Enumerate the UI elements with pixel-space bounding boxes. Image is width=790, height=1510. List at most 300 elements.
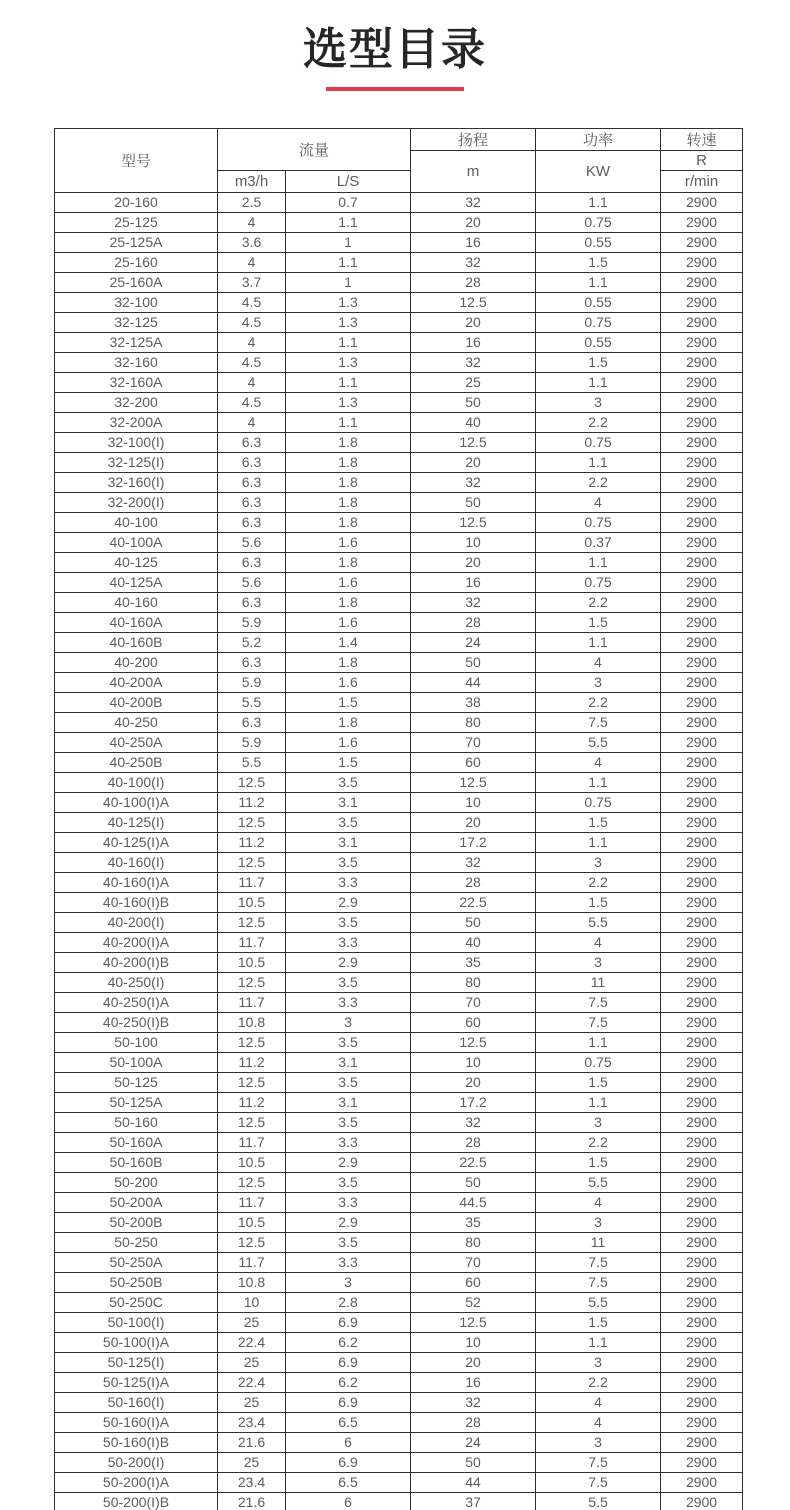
cell-power-kw: 7.5 xyxy=(536,1253,661,1273)
cell-flow-m3h: 6.3 xyxy=(218,513,286,533)
table-row xyxy=(55,473,743,493)
cell-head-m: 25 xyxy=(411,373,536,393)
cell-power-kw: 4 xyxy=(536,933,661,953)
cell-flow-m3h: 11.7 xyxy=(218,873,286,893)
cell-speed-rpm: 2900 xyxy=(661,833,743,853)
cell-flow-ls: 2.8 xyxy=(286,1293,411,1313)
cell-speed-rpm: 2900 xyxy=(661,1173,743,1193)
cell-model: 40-200B xyxy=(55,693,218,713)
cell-power-kw: 3 xyxy=(536,853,661,873)
cell-head-m: 50 xyxy=(411,653,536,673)
cell-power-kw: 3 xyxy=(536,1113,661,1133)
cell-model: 50-200B xyxy=(55,1213,218,1233)
cell-power-kw: 0.75 xyxy=(536,433,661,453)
cell-flow-ls: 3.5 xyxy=(286,773,411,793)
cell-flow-m3h: 5.5 xyxy=(218,753,286,773)
cell-power-kw: 4 xyxy=(536,493,661,513)
cell-speed-rpm: 2900 xyxy=(661,813,743,833)
table-row xyxy=(55,213,743,233)
cell-flow-ls: 3.5 xyxy=(286,1033,411,1053)
cell-model: 32-200A xyxy=(55,413,218,433)
col-header-head: 扬程 xyxy=(411,129,536,151)
cell-model: 50-125A xyxy=(55,1093,218,1113)
cell-head-m: 32 xyxy=(411,193,536,213)
cell-flow-m3h: 6.3 xyxy=(218,653,286,673)
cell-flow-ls: 3.5 xyxy=(286,1173,411,1193)
cell-speed-rpm: 2900 xyxy=(661,1193,743,1213)
table-header xyxy=(55,129,743,193)
cell-head-m: 35 xyxy=(411,1213,536,1233)
table-row xyxy=(55,913,743,933)
cell-head-m: 70 xyxy=(411,993,536,1013)
cell-head-m: 60 xyxy=(411,1013,536,1033)
cell-head-m: 28 xyxy=(411,873,536,893)
cell-flow-ls: 3.5 xyxy=(286,913,411,933)
cell-model: 50-250A xyxy=(55,1253,218,1273)
table-row xyxy=(55,1153,743,1173)
cell-speed-rpm: 2900 xyxy=(661,1393,743,1413)
cell-flow-ls: 3.3 xyxy=(286,1193,411,1213)
cell-speed-rpm: 2900 xyxy=(661,853,743,873)
cell-speed-rpm: 2900 xyxy=(661,1433,743,1453)
cell-flow-m3h: 5.6 xyxy=(218,533,286,553)
cell-flow-ls: 1.8 xyxy=(286,713,411,733)
cell-speed-rpm: 2900 xyxy=(661,1493,743,1510)
cell-head-m: 24 xyxy=(411,1433,536,1453)
cell-power-kw: 7.5 xyxy=(536,1273,661,1293)
cell-model: 40-200(I)A xyxy=(55,933,218,953)
table-row xyxy=(55,973,743,993)
cell-head-m: 44 xyxy=(411,1473,536,1493)
cell-flow-ls: 2.9 xyxy=(286,1153,411,1173)
col-header-speed-unit: r/min xyxy=(661,171,743,193)
cell-power-kw: 3 xyxy=(536,1433,661,1453)
cell-flow-m3h: 10.5 xyxy=(218,893,286,913)
table-row xyxy=(55,1473,743,1493)
cell-speed-rpm: 2900 xyxy=(661,1333,743,1353)
cell-head-m: 28 xyxy=(411,613,536,633)
cell-speed-rpm: 2900 xyxy=(661,1473,743,1493)
table-row xyxy=(55,773,743,793)
table-row xyxy=(55,1353,743,1373)
table-row xyxy=(55,633,743,653)
cell-power-kw: 3 xyxy=(536,1213,661,1233)
cell-speed-rpm: 2900 xyxy=(661,993,743,1013)
table-row xyxy=(55,713,743,733)
cell-head-m: 60 xyxy=(411,1273,536,1293)
cell-speed-rpm: 2900 xyxy=(661,393,743,413)
cell-flow-ls: 1.8 xyxy=(286,513,411,533)
cell-power-kw: 4 xyxy=(536,1193,661,1213)
cell-head-m: 10 xyxy=(411,793,536,813)
cell-flow-ls: 1.8 xyxy=(286,493,411,513)
cell-flow-ls: 2.9 xyxy=(286,953,411,973)
cell-model: 32-160(I) xyxy=(55,473,218,493)
cell-head-m: 32 xyxy=(411,353,536,373)
cell-model: 32-200(I) xyxy=(55,493,218,513)
cell-speed-rpm: 2900 xyxy=(661,513,743,533)
cell-flow-m3h: 6.3 xyxy=(218,593,286,613)
cell-flow-m3h: 5.6 xyxy=(218,573,286,593)
cell-model: 50-200(I)A xyxy=(55,1473,218,1493)
cell-speed-rpm: 2900 xyxy=(661,1133,743,1153)
cell-speed-rpm: 2900 xyxy=(661,233,743,253)
cell-head-m: 32 xyxy=(411,1393,536,1413)
cell-model: 40-160B xyxy=(55,633,218,653)
cell-speed-rpm: 2900 xyxy=(661,533,743,553)
cell-flow-m3h: 2.5 xyxy=(218,193,286,213)
cell-head-m: 22.5 xyxy=(411,1153,536,1173)
cell-flow-m3h: 4.5 xyxy=(218,353,286,373)
cell-head-m: 16 xyxy=(411,233,536,253)
cell-flow-ls: 6 xyxy=(286,1493,411,1510)
cell-power-kw: 2.2 xyxy=(536,1373,661,1393)
cell-flow-m3h: 4 xyxy=(218,413,286,433)
cell-power-kw: 0.75 xyxy=(536,573,661,593)
cell-power-kw: 7.5 xyxy=(536,713,661,733)
cell-speed-rpm: 2900 xyxy=(661,673,743,693)
cell-model: 40-160(I) xyxy=(55,853,218,873)
table-body xyxy=(55,193,743,1510)
cell-head-m: 70 xyxy=(411,1253,536,1273)
cell-speed-rpm: 2900 xyxy=(661,1413,743,1433)
table-row xyxy=(55,733,743,753)
cell-speed-rpm: 2900 xyxy=(661,873,743,893)
cell-speed-rpm: 2900 xyxy=(661,1093,743,1113)
cell-power-kw: 3 xyxy=(536,1353,661,1373)
cell-flow-m3h: 11.7 xyxy=(218,993,286,1013)
cell-flow-ls: 3.5 xyxy=(286,1073,411,1093)
cell-flow-m3h: 12.5 xyxy=(218,1113,286,1133)
cell-model: 32-125 xyxy=(55,313,218,333)
cell-flow-ls: 1.3 xyxy=(286,313,411,333)
cell-speed-rpm: 2900 xyxy=(661,1313,743,1333)
table-row xyxy=(55,793,743,813)
cell-flow-ls: 1.6 xyxy=(286,733,411,753)
cell-power-kw: 3 xyxy=(536,953,661,973)
cell-speed-rpm: 2900 xyxy=(661,633,743,653)
cell-speed-rpm: 2900 xyxy=(661,573,743,593)
cell-flow-ls: 1.1 xyxy=(286,373,411,393)
table-row xyxy=(55,613,743,633)
cell-speed-rpm: 2900 xyxy=(661,653,743,673)
cell-model: 40-160(I)A xyxy=(55,873,218,893)
cell-speed-rpm: 2900 xyxy=(661,773,743,793)
cell-power-kw: 5.5 xyxy=(536,733,661,753)
cell-flow-ls: 3.3 xyxy=(286,873,411,893)
table-row xyxy=(55,593,743,613)
table-row xyxy=(55,1033,743,1053)
cell-flow-m3h: 11.2 xyxy=(218,833,286,853)
cell-flow-m3h: 12.5 xyxy=(218,1073,286,1093)
table-row xyxy=(55,293,743,313)
cell-flow-ls: 6.5 xyxy=(286,1413,411,1433)
cell-flow-ls: 1.1 xyxy=(286,333,411,353)
cell-speed-rpm: 2900 xyxy=(661,413,743,433)
cell-model: 50-100(I)A xyxy=(55,1333,218,1353)
table-row xyxy=(55,1193,743,1213)
cell-power-kw: 0.55 xyxy=(536,233,661,253)
cell-speed-rpm: 2900 xyxy=(661,473,743,493)
cell-flow-ls: 1.4 xyxy=(286,633,411,653)
cell-flow-m3h: 5.2 xyxy=(218,633,286,653)
table-row xyxy=(55,1173,743,1193)
cell-model: 50-100 xyxy=(55,1033,218,1053)
cell-head-m: 80 xyxy=(411,973,536,993)
table-row xyxy=(55,993,743,1013)
cell-speed-rpm: 2900 xyxy=(661,553,743,573)
cell-model: 25-160 xyxy=(55,253,218,273)
cell-head-m: 32 xyxy=(411,853,536,873)
cell-power-kw: 1.5 xyxy=(536,253,661,273)
cell-head-m: 32 xyxy=(411,253,536,273)
cell-flow-ls: 1.8 xyxy=(286,553,411,573)
cell-speed-rpm: 2900 xyxy=(661,1453,743,1473)
table-row xyxy=(55,1053,743,1073)
cell-flow-ls: 6.2 xyxy=(286,1373,411,1393)
cell-flow-m3h: 10.5 xyxy=(218,953,286,973)
cell-flow-ls: 1.8 xyxy=(286,453,411,473)
cell-power-kw: 5.5 xyxy=(536,1293,661,1313)
cell-flow-m3h: 10.8 xyxy=(218,1013,286,1033)
cell-speed-rpm: 2900 xyxy=(661,1113,743,1133)
cell-flow-m3h: 6.3 xyxy=(218,473,286,493)
cell-flow-m3h: 25 xyxy=(218,1393,286,1413)
table-row xyxy=(55,453,743,473)
cell-head-m: 80 xyxy=(411,713,536,733)
cell-flow-ls: 3.3 xyxy=(286,1133,411,1153)
cell-model: 40-200A xyxy=(55,673,218,693)
cell-flow-m3h: 12.5 xyxy=(218,773,286,793)
cell-model: 50-125(I) xyxy=(55,1353,218,1373)
cell-speed-rpm: 2900 xyxy=(661,753,743,773)
cell-flow-m3h: 3.6 xyxy=(218,233,286,253)
table-row xyxy=(55,373,743,393)
table-row xyxy=(55,1453,743,1473)
table-row xyxy=(55,273,743,293)
table-row xyxy=(55,833,743,853)
cell-flow-m3h: 21.6 xyxy=(218,1493,286,1510)
cell-speed-rpm: 2900 xyxy=(661,893,743,913)
table-row xyxy=(55,1313,743,1333)
col-header-speed: 转速 xyxy=(661,129,743,151)
cell-flow-ls: 1.8 xyxy=(286,473,411,493)
cell-power-kw: 4 xyxy=(536,753,661,773)
page-title: 选型目录 xyxy=(303,25,487,74)
cell-power-kw: 0.75 xyxy=(536,213,661,233)
cell-speed-rpm: 2900 xyxy=(661,353,743,373)
table-row xyxy=(55,1113,743,1133)
cell-model: 40-160(I)B xyxy=(55,893,218,913)
cell-flow-ls: 3.5 xyxy=(286,973,411,993)
cell-speed-rpm: 2900 xyxy=(661,953,743,973)
table-row xyxy=(55,513,743,533)
cell-head-m: 12.5 xyxy=(411,1313,536,1333)
cell-flow-m3h: 4.5 xyxy=(218,393,286,413)
cell-model: 40-100 xyxy=(55,513,218,533)
table-row xyxy=(55,1253,743,1273)
cell-flow-m3h: 3.7 xyxy=(218,273,286,293)
cell-flow-ls: 3.5 xyxy=(286,1233,411,1253)
cell-flow-m3h: 11.7 xyxy=(218,1133,286,1153)
table-row xyxy=(55,433,743,453)
cell-model: 20-160 xyxy=(55,193,218,213)
cell-power-kw: 1.1 xyxy=(536,373,661,393)
table-row xyxy=(55,813,743,833)
cell-flow-ls: 1.1 xyxy=(286,253,411,273)
table-row xyxy=(55,1073,743,1093)
cell-model: 50-125 xyxy=(55,1073,218,1093)
cell-model: 40-100A xyxy=(55,533,218,553)
cell-power-kw: 0.75 xyxy=(536,1053,661,1073)
cell-model: 50-160A xyxy=(55,1133,218,1153)
cell-head-m: 80 xyxy=(411,1233,536,1253)
cell-model: 50-100(I) xyxy=(55,1313,218,1333)
cell-power-kw: 11 xyxy=(536,973,661,993)
cell-flow-m3h: 5.9 xyxy=(218,613,286,633)
cell-model: 25-160A xyxy=(55,273,218,293)
cell-flow-m3h: 6.3 xyxy=(218,713,286,733)
cell-model: 50-160(I)B xyxy=(55,1433,218,1453)
cell-model: 40-200(I)B xyxy=(55,953,218,973)
cell-flow-m3h: 12.5 xyxy=(218,853,286,873)
table-row xyxy=(55,1393,743,1413)
cell-flow-ls: 1.3 xyxy=(286,353,411,373)
table-row xyxy=(55,893,743,913)
cell-head-m: 20 xyxy=(411,813,536,833)
cell-flow-ls: 1.3 xyxy=(286,393,411,413)
cell-speed-rpm: 2900 xyxy=(661,1033,743,1053)
cell-model: 50-160(I)A xyxy=(55,1413,218,1433)
cell-model: 40-200 xyxy=(55,653,218,673)
cell-flow-m3h: 4 xyxy=(218,253,286,273)
cell-power-kw: 5.5 xyxy=(536,1493,661,1510)
cell-power-kw: 1.1 xyxy=(536,193,661,213)
table-row xyxy=(55,653,743,673)
cell-model: 40-160 xyxy=(55,593,218,613)
cell-head-m: 40 xyxy=(411,413,536,433)
cell-speed-rpm: 2900 xyxy=(661,1053,743,1073)
cell-power-kw: 5.5 xyxy=(536,1173,661,1193)
cell-model: 32-200 xyxy=(55,393,218,413)
cell-flow-ls: 1.1 xyxy=(286,413,411,433)
cell-flow-ls: 2.9 xyxy=(286,1213,411,1233)
cell-flow-ls: 3.3 xyxy=(286,933,411,953)
cell-speed-rpm: 2900 xyxy=(661,713,743,733)
cell-flow-m3h: 4 xyxy=(218,333,286,353)
cell-head-m: 28 xyxy=(411,273,536,293)
table-row xyxy=(55,1213,743,1233)
cell-flow-ls: 3.1 xyxy=(286,793,411,813)
cell-head-m: 17.2 xyxy=(411,833,536,853)
cell-power-kw: 1.5 xyxy=(536,1153,661,1173)
cell-flow-m3h: 11.2 xyxy=(218,1093,286,1113)
cell-head-m: 37 xyxy=(411,1493,536,1510)
table-row xyxy=(55,533,743,553)
table-row xyxy=(55,353,743,373)
cell-model: 50-250C xyxy=(55,1293,218,1313)
cell-flow-m3h: 12.5 xyxy=(218,973,286,993)
table-row xyxy=(55,953,743,973)
table-row xyxy=(55,573,743,593)
cell-flow-m3h: 5.9 xyxy=(218,673,286,693)
cell-flow-m3h: 23.4 xyxy=(218,1413,286,1433)
cell-flow-m3h: 23.4 xyxy=(218,1473,286,1493)
cell-model: 50-250B xyxy=(55,1273,218,1293)
cell-power-kw: 2.2 xyxy=(536,1133,661,1153)
cell-speed-rpm: 2900 xyxy=(661,1253,743,1273)
cell-power-kw: 2.2 xyxy=(536,693,661,713)
table-row xyxy=(55,413,743,433)
cell-flow-m3h: 11.7 xyxy=(218,933,286,953)
cell-power-kw: 1.1 xyxy=(536,1333,661,1353)
cell-power-kw: 0.37 xyxy=(536,533,661,553)
cell-power-kw: 0.75 xyxy=(536,513,661,533)
cell-model: 40-100(I) xyxy=(55,773,218,793)
cell-power-kw: 7.5 xyxy=(536,1013,661,1033)
col-header-power: 功率 xyxy=(536,129,661,151)
cell-speed-rpm: 2900 xyxy=(661,933,743,953)
col-header-model: 型号 xyxy=(55,129,218,193)
cell-speed-rpm: 2900 xyxy=(661,1153,743,1173)
table-row xyxy=(55,1273,743,1293)
cell-model: 40-100(I)A xyxy=(55,793,218,813)
cell-flow-m3h: 12.5 xyxy=(218,1173,286,1193)
cell-head-m: 32 xyxy=(411,593,536,613)
cell-flow-m3h: 5.5 xyxy=(218,693,286,713)
col-header-flow-m3h: m3/h xyxy=(218,171,286,193)
cell-power-kw: 7.5 xyxy=(536,993,661,1013)
cell-power-kw: 1.5 xyxy=(536,1313,661,1333)
cell-speed-rpm: 2900 xyxy=(661,793,743,813)
cell-model: 40-250A xyxy=(55,733,218,753)
cell-speed-rpm: 2900 xyxy=(661,613,743,633)
cell-power-kw: 0.55 xyxy=(536,293,661,313)
table-row xyxy=(55,1333,743,1353)
cell-model: 40-250B xyxy=(55,753,218,773)
cell-flow-m3h: 11.2 xyxy=(218,1053,286,1073)
cell-power-kw: 0.55 xyxy=(536,333,661,353)
col-header-speed-r: R xyxy=(661,151,743,171)
cell-speed-rpm: 2900 xyxy=(661,1073,743,1093)
cell-flow-m3h: 11.7 xyxy=(218,1193,286,1213)
cell-speed-rpm: 2900 xyxy=(661,373,743,393)
cell-flow-m3h: 12.5 xyxy=(218,813,286,833)
cell-flow-ls: 6 xyxy=(286,1433,411,1453)
cell-flow-m3h: 22.4 xyxy=(218,1373,286,1393)
cell-flow-m3h: 6.3 xyxy=(218,553,286,573)
cell-head-m: 12.5 xyxy=(411,1033,536,1053)
cell-model: 50-250 xyxy=(55,1233,218,1253)
cell-flow-ls: 1.8 xyxy=(286,593,411,613)
col-header-power-unit: KW xyxy=(536,151,661,193)
cell-head-m: 17.2 xyxy=(411,1093,536,1113)
cell-power-kw: 2.2 xyxy=(536,593,661,613)
cell-flow-ls: 3.3 xyxy=(286,993,411,1013)
cell-head-m: 38 xyxy=(411,693,536,713)
cell-speed-rpm: 2900 xyxy=(661,313,743,333)
table-row xyxy=(55,233,743,253)
cell-model: 50-200 xyxy=(55,1173,218,1193)
cell-power-kw: 1.5 xyxy=(536,353,661,373)
cell-power-kw: 0.75 xyxy=(536,793,661,813)
cell-head-m: 52 xyxy=(411,1293,536,1313)
table-row xyxy=(55,673,743,693)
table-row xyxy=(55,693,743,713)
table-row xyxy=(55,1373,743,1393)
cell-speed-rpm: 2900 xyxy=(661,973,743,993)
cell-model: 25-125A xyxy=(55,233,218,253)
